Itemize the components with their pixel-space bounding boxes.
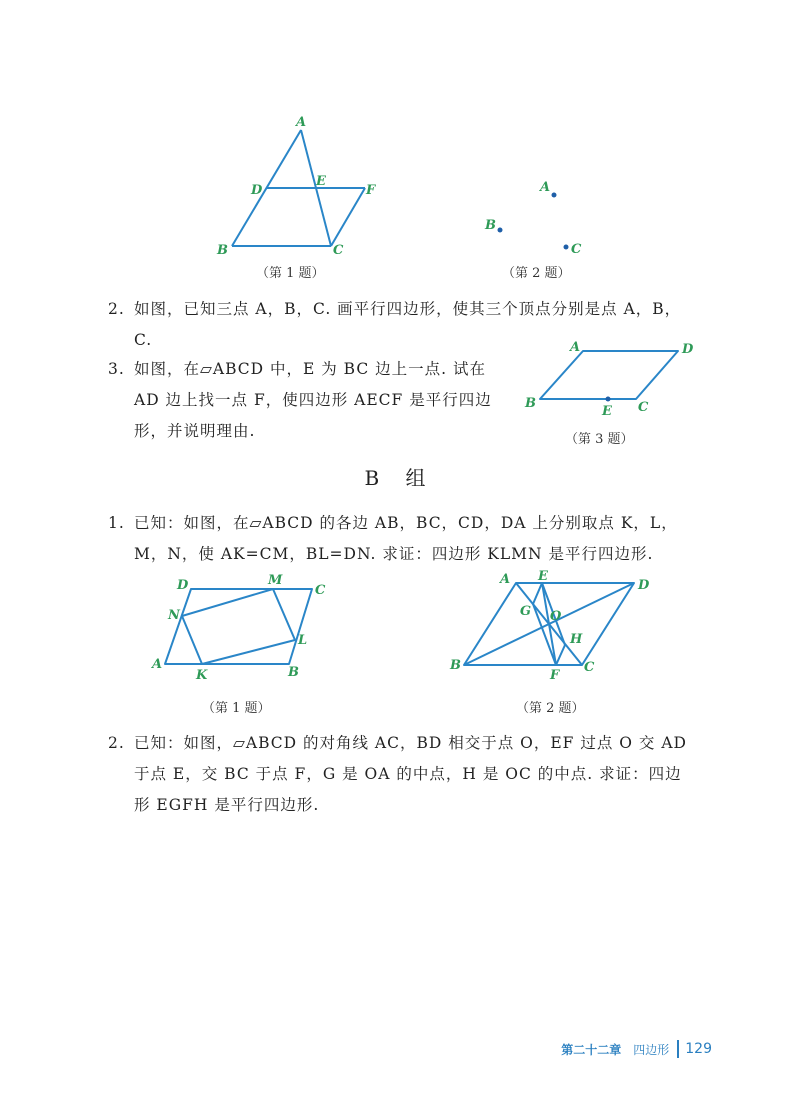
label-K: K — [196, 668, 208, 683]
segment-HF — [556, 645, 565, 665]
label-C: C — [333, 243, 344, 258]
problem-number: 1. — [108, 514, 125, 532]
chapter-title: 四边形 — [633, 1042, 670, 1057]
label-D: D — [638, 578, 650, 593]
label-L: L — [298, 633, 308, 648]
label-A: A — [500, 572, 511, 587]
label-H: H — [570, 632, 583, 647]
point-B — [498, 228, 503, 233]
label-A: A — [540, 180, 551, 195]
label-A: A — [570, 340, 581, 355]
label-B: B — [288, 665, 299, 680]
page-number: 129 — [685, 1041, 712, 1057]
figure-3-caption: （第 3 题） — [565, 432, 634, 447]
label-C: C — [584, 660, 595, 675]
label-B: B — [217, 243, 228, 258]
point-C — [564, 245, 569, 250]
label-C: C — [571, 242, 582, 257]
label-D: D — [682, 342, 694, 357]
figure-3-parallelogram — [518, 334, 708, 424]
figure-2-points — [470, 170, 600, 260]
label-D: D — [251, 183, 263, 198]
problem-text: 已知：如图，▱ABCD 的对角线 AC，BD 相交于点 O，EF 过点 O 交 AD 于点 E，交 BC 于点 F，G 是 OA 的中点，H 是 OC 的中点. 求证：四边形 EGFH 是平行四边形. — [134, 734, 687, 814]
label-D: D — [177, 578, 189, 593]
figure-1-triangle — [200, 108, 400, 258]
parallelogram-ABCD — [540, 351, 678, 399]
figure-2-caption: （第 2 题） — [502, 266, 571, 281]
problem-a3 — [108, 354, 508, 447]
section-heading: B 组 — [364, 466, 436, 490]
footer-divider — [677, 1040, 679, 1058]
page-footer — [561, 1040, 712, 1058]
label-E: E — [538, 569, 548, 584]
figure-b1-parallelogram — [140, 570, 340, 685]
segment-EF — [542, 583, 556, 665]
quadrilateral-KLMN — [182, 589, 295, 664]
label-A: A — [152, 657, 163, 672]
segment-EG — [533, 583, 542, 604]
label-F: F — [366, 183, 376, 198]
label-E: E — [316, 174, 326, 189]
problem-text: 如图，在▱ABCD 中，E 为 BC 边上一点. 试在 AD 边上找一点 F，使四边形 AECF 是平行四边形，并说明理由. — [134, 360, 492, 440]
label-C: C — [315, 583, 326, 598]
label-E: E — [602, 404, 612, 419]
figure-b2-parallelogram — [440, 565, 660, 685]
label-A: A — [296, 115, 307, 130]
chapter-number: 第二十二章 — [561, 1042, 622, 1057]
point-E — [606, 397, 611, 402]
segment-FC — [331, 188, 365, 246]
problem-text: 已知：如图，在▱ABCD 的各边 AB，BC，CD，DA 上分别取点 K，L，M，N，使 AK=CM，BL=DN. 求证：四边形 KLMN 是平行四边形. — [134, 514, 678, 563]
label-N: N — [168, 608, 180, 623]
problem-number: 3. — [108, 360, 125, 378]
figure-b1-caption: （第 1 题） — [202, 701, 271, 716]
problem-text: 如图，已知三点 A，B，C. 画平行四边形，使其三个顶点分别是点 A，B，C. — [134, 300, 682, 349]
point-A — [552, 193, 557, 198]
label-O: O — [550, 609, 562, 624]
problem-b2 — [108, 728, 698, 821]
problem-b1 — [108, 508, 698, 570]
label-C: C — [638, 400, 649, 415]
figure-1-caption: （第 1 题） — [256, 266, 325, 281]
label-F: F — [550, 668, 560, 683]
label-G: G — [520, 604, 532, 619]
figure-b2-caption: （第 2 题） — [516, 701, 585, 716]
label-B: B — [485, 218, 496, 233]
label-B: B — [525, 396, 536, 411]
problem-number: 2. — [108, 300, 125, 318]
problem-number: 2. — [108, 734, 125, 752]
label-M: M — [268, 573, 283, 588]
label-B: B — [450, 658, 461, 673]
